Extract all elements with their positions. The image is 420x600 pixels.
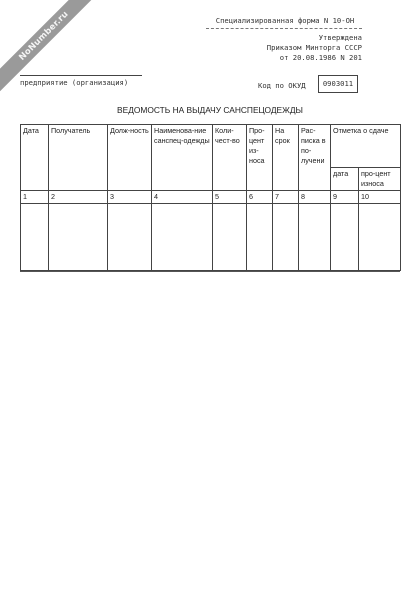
watermark-ribbon: NoNumber.ru	[0, 0, 99, 91]
header-date: Дата	[21, 125, 49, 191]
okud-code-box: 0903011	[318, 75, 358, 93]
approval-line: Утверждена	[318, 33, 362, 42]
column-number: 2	[49, 191, 108, 204]
header-quantity: Коли-чест-во	[213, 125, 247, 191]
column-number: 6	[247, 191, 273, 204]
table-cell[interactable]	[359, 204, 401, 271]
issue-table	[20, 124, 401, 271]
header-recipient: Получатель	[49, 125, 108, 191]
column-number: 1	[21, 191, 49, 204]
table-cell[interactable]	[273, 204, 299, 271]
header-return-wear: про-цент износа	[359, 168, 401, 191]
header-receipt-signature: Рас-писка в по-лучени	[299, 125, 331, 191]
okud-label: Код по ОКУД	[258, 81, 306, 90]
table-cell[interactable]	[331, 204, 359, 271]
header-position: Долж-ность	[108, 125, 152, 191]
table-cell[interactable]	[108, 204, 152, 271]
table-cell[interactable]	[49, 204, 108, 271]
form-code: Специализированная форма N 10-ОН	[215, 16, 355, 25]
bottom-divider	[20, 271, 400, 272]
table-cell[interactable]	[299, 204, 331, 271]
organization-label: предприятие (организация)	[20, 78, 129, 87]
table-row	[21, 204, 401, 271]
document-title: ВЕДОМОСТЬ НА ВЫДАЧУ САНСПЕЦОДЕЖДЫ	[117, 105, 303, 115]
header-item-name: Наименова-ние санспец-одежды	[152, 125, 213, 191]
table-cell[interactable]	[247, 204, 273, 271]
approval-line: от 20.08.1986 N 201	[279, 53, 362, 62]
column-number: 9	[331, 191, 359, 204]
column-number: 3	[108, 191, 152, 204]
column-number: 10	[359, 191, 401, 204]
organization-line	[20, 75, 142, 76]
column-number: 5	[213, 191, 247, 204]
column-number: 4	[152, 191, 213, 204]
form-code-rule	[206, 28, 362, 29]
header-return-date: дата	[331, 168, 359, 191]
table-cell[interactable]	[213, 204, 247, 271]
header-wear-percent: Про-цент из-носа	[247, 125, 273, 191]
column-number: 7	[273, 191, 299, 204]
column-number: 8	[299, 191, 331, 204]
table-cell[interactable]	[21, 204, 49, 271]
header-return-mark: Отметка о сдаче	[331, 125, 401, 168]
approval-line: Приказом Минторга СССР	[266, 43, 362, 52]
header-term: На срок	[273, 125, 299, 191]
table-cell[interactable]	[152, 204, 213, 271]
approval-block	[267, 33, 362, 63]
